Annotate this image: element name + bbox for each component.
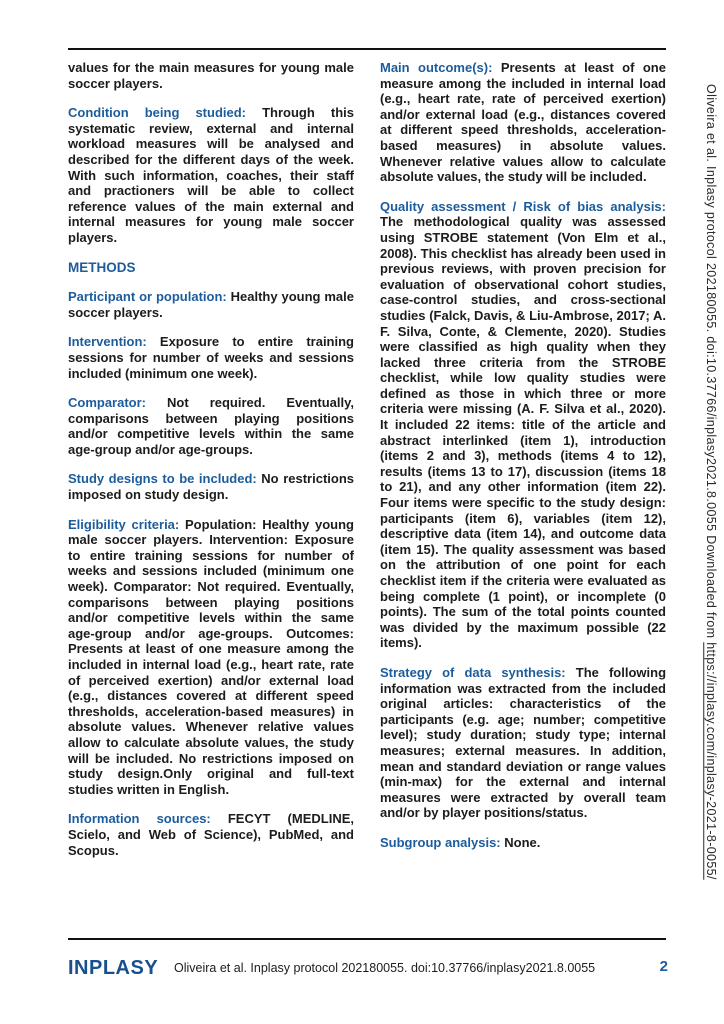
section-label: Eligibility criteria: <box>68 516 180 532</box>
methods-heading: METHODS <box>68 259 136 275</box>
section-main-outcomes <box>380 60 666 185</box>
section-quality-assessment <box>380 199 666 651</box>
section-text: No restrictions imposed on study design. <box>68 471 354 503</box>
sidebar-download-link[interactable]: https://inplasy.com/inplasy-2021-8-0055/ <box>704 642 718 880</box>
section-text: None. <box>504 834 541 850</box>
footer-citation: Oliveira et al. Inplasy protocol 202180055. doi:10.37766/inplasy2021.8.0055 <box>174 961 596 975</box>
section-label: Information sources: <box>68 811 211 827</box>
section-text: The methodological quality was assessed using STROBE statement (Von Elm et al., 2008). This checklist has already been used in previous reviews, with proven precision for evaluation of observational cohort studies, case-control studies, and cross-sectional studies (Falck, Davis, & Liu-Ambrose, 2017; A. F. Silva, Conte, & Clemente, 2020). Studies were classified as high quality when they lacked three criteria from the STROBE checklist, while low quality studies were defined as those in which three or more criteria were missing (A. F. Silva et al., 2020). It included 22 items: title of the article and abstract interlinked (item 1), introduction (items 2 and 3), methods (items 4 to 12), results (items 13 to 17), discussion (items 18 to 21), and any other information (item 22). Four items were specific to the study design: participants (item 6), variables (item 12), descriptive data (item 14), and outcome data (item 15). The quality assessment was based on the attribution of one point for each checklist item if the criteria were evaluated as being complete (1 point), or incomplete (0 points). The sum of the total points counted was divided by the maximum possible (22 items). <box>380 214 666 651</box>
section-eligibility-criteria <box>68 517 354 798</box>
section-label: Quality assessment / Risk of bias analysis: <box>380 198 666 214</box>
section-label: Condition being studied: <box>68 105 247 121</box>
section-subgroup-analysis <box>380 835 666 851</box>
section-text: Presents at least of one measure among the included in internal load (e.g., heart rate, rate of perceived exertion) and/or external load (e.g., distances covered at different speed thresholds, acceleration-based measures) in absolute values. Whenever relative values allow to calculate absolute values, the study will be included. <box>380 60 666 185</box>
section-information-sources <box>68 811 354 858</box>
footer-rule <box>68 938 666 940</box>
section-comparator <box>68 395 354 457</box>
section-label: Main outcome(s): <box>380 60 493 75</box>
section-text: The following information was extracted from the included original articles: characteristics of the participants (e.g. age; number; competitive level); study duration; study type; internal measures; external measures. In addition, mean and standard deviation or range values (min-max) for the external and internal measures were extracted by overall team and/or by player positions/status. <box>380 664 667 821</box>
section-text: Exposure to entire training sessions for number of weeks and sessions included (minimum one week). <box>68 334 354 381</box>
section-label: Participant or population: <box>68 289 227 305</box>
inplasy-logo: INPLASY <box>68 957 159 979</box>
section-intervention <box>68 334 354 381</box>
right-column <box>380 60 666 872</box>
section-label: Strategy of data synthesis: <box>380 664 566 680</box>
section-study-designs <box>68 471 354 502</box>
section-label: Comparator: <box>68 395 147 411</box>
section-text: Not required. Eventually, comparisons between playing positions and/or competitive levels within the same age-group and/or age-groups. <box>68 395 354 457</box>
section-text: Population: Healthy young male soccer players. Intervention: Exposure to entire training sessions for number of weeks and sessions included (minimum one week). Comparator: Not required. Eventually, comparisons between playing positions and/or competitive levels within the same age-group and/or age-groups. Outcomes: Presents at least of one measure among the included in internal load (e.g., heart rate, rate of perceived exertion) and/or external load (e.g., distances covered at different speed thresholds, acceleration-based measures) in absolute values. Whenever relative values allow to calculate absolute values, the study will be included. No restrictions imposed on study design.Only original and full-text studies written in English. <box>68 516 354 797</box>
top-rule <box>68 48 666 50</box>
section-label: Subgroup analysis: <box>380 834 501 850</box>
section-text: FECYT (MEDLINE, Scielo, and Web of Science), PubMed, and Scopus. <box>68 811 354 858</box>
paragraph-continuation <box>68 60 354 91</box>
page-number: 2 <box>659 958 668 975</box>
left-column <box>68 60 354 872</box>
section-label: Intervention: <box>68 334 147 350</box>
section-text: Healthy young male soccer players. <box>68 289 354 320</box>
section-text: Through this systematic review, external and internal workload measures will be analysed and described for the different days of the week. With such information, coaches, their staff and practioners will be able to collect reference values of the main external and internal measures for young male soccer players. <box>68 105 354 245</box>
sidebar-citation <box>704 84 718 880</box>
section-strategy-of-data-synthesis <box>380 665 666 821</box>
paragraph-text: values for the main measures for young male soccer players. <box>68 60 354 91</box>
section-label: Study designs to be included: <box>68 471 257 487</box>
section-condition-being-studied <box>68 105 354 245</box>
two-column-body <box>68 60 666 872</box>
sidebar-citation-text: Oliveira et al. Inplasy protocol 202180055. doi:10.37766/inplasy2021.8.0055 Downloaded from <box>704 84 718 643</box>
section-participant-or-population <box>68 289 354 320</box>
